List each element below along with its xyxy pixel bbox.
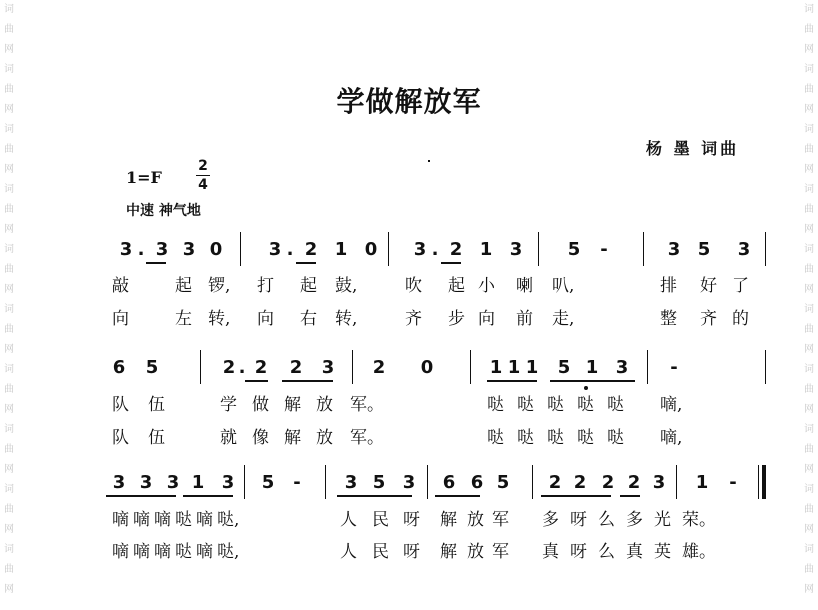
note: 3 bbox=[268, 239, 282, 260]
watermark-char: 网 bbox=[4, 344, 14, 355]
lyric-verse1: 哒 bbox=[577, 395, 594, 415]
note: 1 bbox=[507, 357, 521, 378]
watermark-char: 词 bbox=[4, 484, 14, 495]
watermark-char: 曲 bbox=[4, 84, 14, 95]
lyric-verse2: 哒 bbox=[517, 428, 534, 448]
lyric-verse2: 呀 bbox=[403, 542, 420, 562]
lyric-verse2: 嘀 bbox=[133, 542, 150, 562]
watermark-char: 词 bbox=[4, 184, 14, 195]
lyric-verse1: 解 bbox=[284, 395, 301, 415]
lyric-verse1: 军。 bbox=[350, 395, 384, 415]
note: 5 bbox=[372, 472, 386, 493]
note: 3 bbox=[119, 239, 133, 260]
watermark-char: 词 bbox=[804, 4, 814, 15]
watermark-char: 网 bbox=[804, 44, 814, 55]
note: 3 bbox=[155, 239, 169, 260]
watermark-char: 网 bbox=[4, 164, 14, 175]
lyric-verse2: 呀 bbox=[570, 542, 587, 562]
note: 2 bbox=[627, 472, 641, 493]
note: 1 bbox=[489, 357, 503, 378]
barline bbox=[676, 465, 677, 499]
watermark-char: 词 bbox=[804, 484, 814, 495]
note: . bbox=[238, 357, 246, 378]
watermark-char: 词 bbox=[804, 64, 814, 75]
watermark-char: 网 bbox=[804, 224, 814, 235]
beam-underline bbox=[296, 262, 316, 264]
lyric-verse2: 伍 bbox=[148, 428, 165, 448]
lyric-verse2: 向 bbox=[112, 309, 129, 329]
beam-underline bbox=[183, 495, 233, 497]
watermark-char: 曲 bbox=[4, 144, 14, 155]
note: 5 bbox=[261, 472, 275, 493]
lyric-verse1: 伍 bbox=[148, 395, 165, 415]
barline bbox=[765, 232, 766, 266]
lyric-verse2: 队 bbox=[112, 428, 129, 448]
watermark-char: 曲 bbox=[804, 84, 814, 95]
barline bbox=[765, 350, 766, 384]
note: 5 bbox=[557, 357, 571, 378]
lyric-verse2: 么 bbox=[598, 542, 615, 562]
note: 2 bbox=[254, 357, 268, 378]
lyric-verse1: 呀 bbox=[403, 510, 420, 530]
note: 2 bbox=[304, 239, 318, 260]
watermark-char: 网 bbox=[804, 584, 814, 595]
lyric-verse2: 哒 bbox=[577, 428, 594, 448]
lyric-verse2: 整 bbox=[660, 309, 677, 329]
watermark-char: 网 bbox=[804, 284, 814, 295]
beam-underline bbox=[106, 495, 176, 497]
note: 2 bbox=[372, 357, 386, 378]
lyric-verse1: 起 bbox=[300, 276, 317, 296]
watermark-char: 曲 bbox=[4, 324, 14, 335]
watermark-char: 网 bbox=[804, 104, 814, 115]
watermark-char: 曲 bbox=[4, 204, 14, 215]
time-signature-bottom: 4 bbox=[198, 177, 208, 193]
lyric-verse1: 做 bbox=[252, 395, 269, 415]
watermark-char: 曲 bbox=[804, 24, 814, 35]
beam-underline bbox=[620, 495, 640, 497]
lyric-verse2: 向 bbox=[257, 309, 274, 329]
lyric-verse2: 右 bbox=[300, 309, 317, 329]
lyric-verse2: 嘀 bbox=[112, 542, 129, 562]
barline bbox=[643, 232, 644, 266]
note: 1 bbox=[191, 472, 205, 493]
watermark-char: 曲 bbox=[804, 264, 814, 275]
note: - bbox=[293, 472, 301, 493]
beam-underline bbox=[337, 495, 412, 497]
watermark-char: 网 bbox=[804, 344, 814, 355]
composer-credit: 杨 墨 词曲 bbox=[646, 139, 740, 158]
song-title: 学做解放军 bbox=[336, 85, 482, 118]
watermark-char: 曲 bbox=[4, 444, 14, 455]
lyric-verse1: 了 bbox=[732, 276, 749, 296]
barline bbox=[240, 232, 241, 266]
lyric-verse1: 嘀 bbox=[196, 510, 213, 530]
watermark-char: 词 bbox=[4, 544, 14, 555]
lyric-verse2: 哒 bbox=[547, 428, 564, 448]
tempo-marking: 中速 神气地 bbox=[126, 203, 201, 219]
lyric-verse2: 真 bbox=[626, 542, 643, 562]
watermark-char: 词 bbox=[4, 304, 14, 315]
barline bbox=[388, 232, 389, 266]
stray-dot bbox=[428, 160, 430, 162]
lyric-verse2: 放 bbox=[467, 542, 484, 562]
barline bbox=[538, 232, 539, 266]
note: 0 bbox=[209, 239, 223, 260]
lyric-verse1: 哒 bbox=[547, 395, 564, 415]
barline bbox=[352, 350, 353, 384]
lyric-verse1: 叭, bbox=[552, 276, 575, 296]
watermark-char: 词 bbox=[804, 244, 814, 255]
watermark-char: 词 bbox=[804, 124, 814, 135]
watermark-char: 网 bbox=[4, 404, 14, 415]
note: 3 bbox=[182, 239, 196, 260]
lyric-verse2: 真 bbox=[542, 542, 559, 562]
note: 0 bbox=[364, 239, 378, 260]
beam-underline bbox=[245, 380, 268, 382]
lyric-verse2: 军。 bbox=[350, 428, 384, 448]
lyric-verse1: 敲 bbox=[112, 276, 129, 296]
watermark-char: 词 bbox=[804, 184, 814, 195]
lyric-verse1: 呀 bbox=[570, 510, 587, 530]
note: 2 bbox=[289, 357, 303, 378]
lyric-verse2: 的 bbox=[732, 309, 749, 329]
lyric-verse1: 么 bbox=[598, 510, 615, 530]
note: 3 bbox=[166, 472, 180, 493]
watermark-char: 词 bbox=[804, 304, 814, 315]
watermark-char: 曲 bbox=[804, 444, 814, 455]
beam-underline bbox=[550, 380, 635, 382]
note: 5 bbox=[697, 239, 711, 260]
lyric-verse1: 嘀, bbox=[660, 395, 683, 415]
lyric-verse1: 解 bbox=[440, 510, 457, 530]
barline bbox=[427, 465, 428, 499]
lyric-verse1: 嘀 bbox=[133, 510, 150, 530]
watermark-char: 曲 bbox=[4, 504, 14, 515]
note: 3 bbox=[321, 357, 335, 378]
lyric-verse2: 解 bbox=[284, 428, 301, 448]
lyric-verse2: 嘀 bbox=[196, 542, 213, 562]
note: 1 bbox=[479, 239, 493, 260]
barline bbox=[470, 350, 471, 384]
lyric-verse1: 哒, bbox=[217, 510, 240, 530]
lyric-verse2: 左 bbox=[175, 309, 192, 329]
watermark-char: 词 bbox=[4, 424, 14, 435]
lyric-verse1: 多 bbox=[542, 510, 559, 530]
lyric-verse1: 锣, bbox=[208, 276, 231, 296]
watermark-char: 网 bbox=[4, 284, 14, 295]
time-signature-line bbox=[196, 175, 210, 176]
beam-underline bbox=[487, 380, 537, 382]
lyric-verse1: 哒 bbox=[607, 395, 624, 415]
note: 1 bbox=[695, 472, 709, 493]
note: 3 bbox=[344, 472, 358, 493]
note: - bbox=[670, 357, 678, 378]
lyric-verse2: 人 bbox=[340, 542, 357, 562]
note: 1 bbox=[585, 357, 599, 378]
lyric-verse1: 哒 bbox=[487, 395, 504, 415]
lyric-verse1: 吹 bbox=[405, 276, 422, 296]
beam-underline bbox=[146, 262, 166, 264]
lyric-verse1: 排 bbox=[660, 276, 677, 296]
note: 2 bbox=[573, 472, 587, 493]
lyric-verse2: 嘀, bbox=[660, 428, 683, 448]
lyric-verse2: 步 bbox=[448, 309, 465, 329]
note: 1 bbox=[334, 239, 348, 260]
lyric-verse1: 好 bbox=[700, 276, 717, 296]
watermark-char: 词 bbox=[4, 4, 14, 15]
key-signature: 1=F bbox=[126, 168, 162, 187]
lyric-verse1: 鼓, bbox=[335, 276, 358, 296]
lyric-verse1: 多 bbox=[626, 510, 643, 530]
note: 6 bbox=[470, 472, 484, 493]
watermark-char: 网 bbox=[804, 524, 814, 535]
watermark-char: 词 bbox=[4, 244, 14, 255]
watermark-char: 词 bbox=[4, 64, 14, 75]
lyric-verse1: 队 bbox=[112, 395, 129, 415]
note: 3 bbox=[652, 472, 666, 493]
watermark-char: 网 bbox=[804, 164, 814, 175]
note: 2 bbox=[601, 472, 615, 493]
lyric-verse2: 齐 bbox=[405, 309, 422, 329]
note: 5 bbox=[567, 239, 581, 260]
lyric-verse1: 放 bbox=[467, 510, 484, 530]
lyric-verse1: 光 bbox=[654, 510, 671, 530]
watermark-char: 曲 bbox=[4, 264, 14, 275]
lyric-verse2: 英 bbox=[654, 542, 671, 562]
lyric-verse2: 军 bbox=[492, 542, 509, 562]
watermark-char: 网 bbox=[804, 464, 814, 475]
lyric-verse1: 荣。 bbox=[682, 510, 716, 530]
watermark-char: 网 bbox=[4, 464, 14, 475]
lyric-verse1: 放 bbox=[316, 395, 333, 415]
lyric-verse2: 转, bbox=[335, 309, 358, 329]
lyric-verse1: 小 bbox=[478, 276, 495, 296]
note: 2 bbox=[222, 357, 236, 378]
lyric-verse1: 起 bbox=[448, 276, 465, 296]
lyric-verse2: 哒 bbox=[175, 542, 192, 562]
lyric-verse2: 向 bbox=[478, 309, 495, 329]
watermark-char: 词 bbox=[804, 364, 814, 375]
lyric-verse1: 人 bbox=[340, 510, 357, 530]
watermark-char: 网 bbox=[4, 524, 14, 535]
lyric-verse1: 民 bbox=[372, 510, 389, 530]
lyric-verse1: 哒 bbox=[175, 510, 192, 530]
lyric-verse1: 打 bbox=[257, 276, 274, 296]
barline bbox=[244, 465, 245, 499]
lyric-verse1: 喇 bbox=[516, 276, 533, 296]
note: - bbox=[729, 472, 737, 493]
lyric-verse2: 就 bbox=[220, 428, 237, 448]
watermark-char: 词 bbox=[4, 364, 14, 375]
watermark-char: 网 bbox=[4, 44, 14, 55]
barline bbox=[325, 465, 326, 499]
note: 3 bbox=[139, 472, 153, 493]
lyric-verse2: 前 bbox=[516, 309, 533, 329]
note: . bbox=[137, 239, 145, 260]
barline bbox=[532, 465, 533, 499]
barline bbox=[647, 350, 648, 384]
beam-underline bbox=[282, 380, 333, 382]
octave-dot bbox=[584, 386, 588, 390]
watermark-char: 词 bbox=[804, 544, 814, 555]
watermark-char: 词 bbox=[4, 124, 14, 135]
beam-underline bbox=[441, 262, 461, 264]
time-signature-top: 2 bbox=[198, 158, 208, 174]
watermark-char: 词 bbox=[804, 424, 814, 435]
note: 3 bbox=[413, 239, 427, 260]
note: 6 bbox=[112, 357, 126, 378]
note: 2 bbox=[449, 239, 463, 260]
note: 3 bbox=[112, 472, 126, 493]
watermark-char: 曲 bbox=[804, 204, 814, 215]
note: 6 bbox=[442, 472, 456, 493]
watermark-char: 曲 bbox=[4, 564, 14, 575]
note: . bbox=[286, 239, 294, 260]
lyric-verse1: 军 bbox=[492, 510, 509, 530]
note: 5 bbox=[496, 472, 510, 493]
lyric-verse2: 走, bbox=[552, 309, 575, 329]
lyric-verse2: 解 bbox=[440, 542, 457, 562]
lyric-verse2: 转, bbox=[208, 309, 231, 329]
note: 3 bbox=[615, 357, 629, 378]
note: 5 bbox=[145, 357, 159, 378]
lyric-verse1: 学 bbox=[220, 395, 237, 415]
lyric-verse1: 嘀 bbox=[112, 510, 129, 530]
watermark-char: 网 bbox=[4, 584, 14, 595]
note: 3 bbox=[667, 239, 681, 260]
watermark-char: 曲 bbox=[804, 504, 814, 515]
lyric-verse2: 嘀 bbox=[154, 542, 171, 562]
beam-underline bbox=[541, 495, 611, 497]
watermark-char: 网 bbox=[4, 224, 14, 235]
note: - bbox=[600, 239, 608, 260]
note: 3 bbox=[402, 472, 416, 493]
lyric-verse2: 哒 bbox=[607, 428, 624, 448]
note: 1 bbox=[525, 357, 539, 378]
watermark-char: 网 bbox=[4, 104, 14, 115]
lyric-verse2: 雄。 bbox=[682, 542, 716, 562]
watermark-char: 曲 bbox=[804, 324, 814, 335]
watermark-char: 曲 bbox=[804, 144, 814, 155]
watermark-char: 曲 bbox=[804, 384, 814, 395]
note: 0 bbox=[420, 357, 434, 378]
beam-underline bbox=[435, 495, 480, 497]
final-barline-thick bbox=[762, 465, 766, 499]
lyric-verse1: 哒 bbox=[517, 395, 534, 415]
lyric-verse2: 民 bbox=[372, 542, 389, 562]
lyric-verse2: 齐 bbox=[700, 309, 717, 329]
note: 3 bbox=[221, 472, 235, 493]
note: 3 bbox=[737, 239, 751, 260]
note: 2 bbox=[548, 472, 562, 493]
watermark-char: 曲 bbox=[4, 384, 14, 395]
note: 3 bbox=[509, 239, 523, 260]
lyric-verse1: 嘀 bbox=[154, 510, 171, 530]
watermark-char: 网 bbox=[804, 404, 814, 415]
lyric-verse2: 像 bbox=[252, 428, 269, 448]
lyric-verse2: 哒, bbox=[217, 542, 240, 562]
lyric-verse2: 放 bbox=[316, 428, 333, 448]
final-barline-thin bbox=[758, 465, 759, 499]
watermark-char: 曲 bbox=[804, 564, 814, 575]
time-signature bbox=[196, 158, 210, 193]
note: . bbox=[431, 239, 439, 260]
barline bbox=[200, 350, 201, 384]
lyric-verse1: 起 bbox=[175, 276, 192, 296]
watermark-char: 曲 bbox=[4, 24, 14, 35]
lyric-verse2: 哒 bbox=[487, 428, 504, 448]
